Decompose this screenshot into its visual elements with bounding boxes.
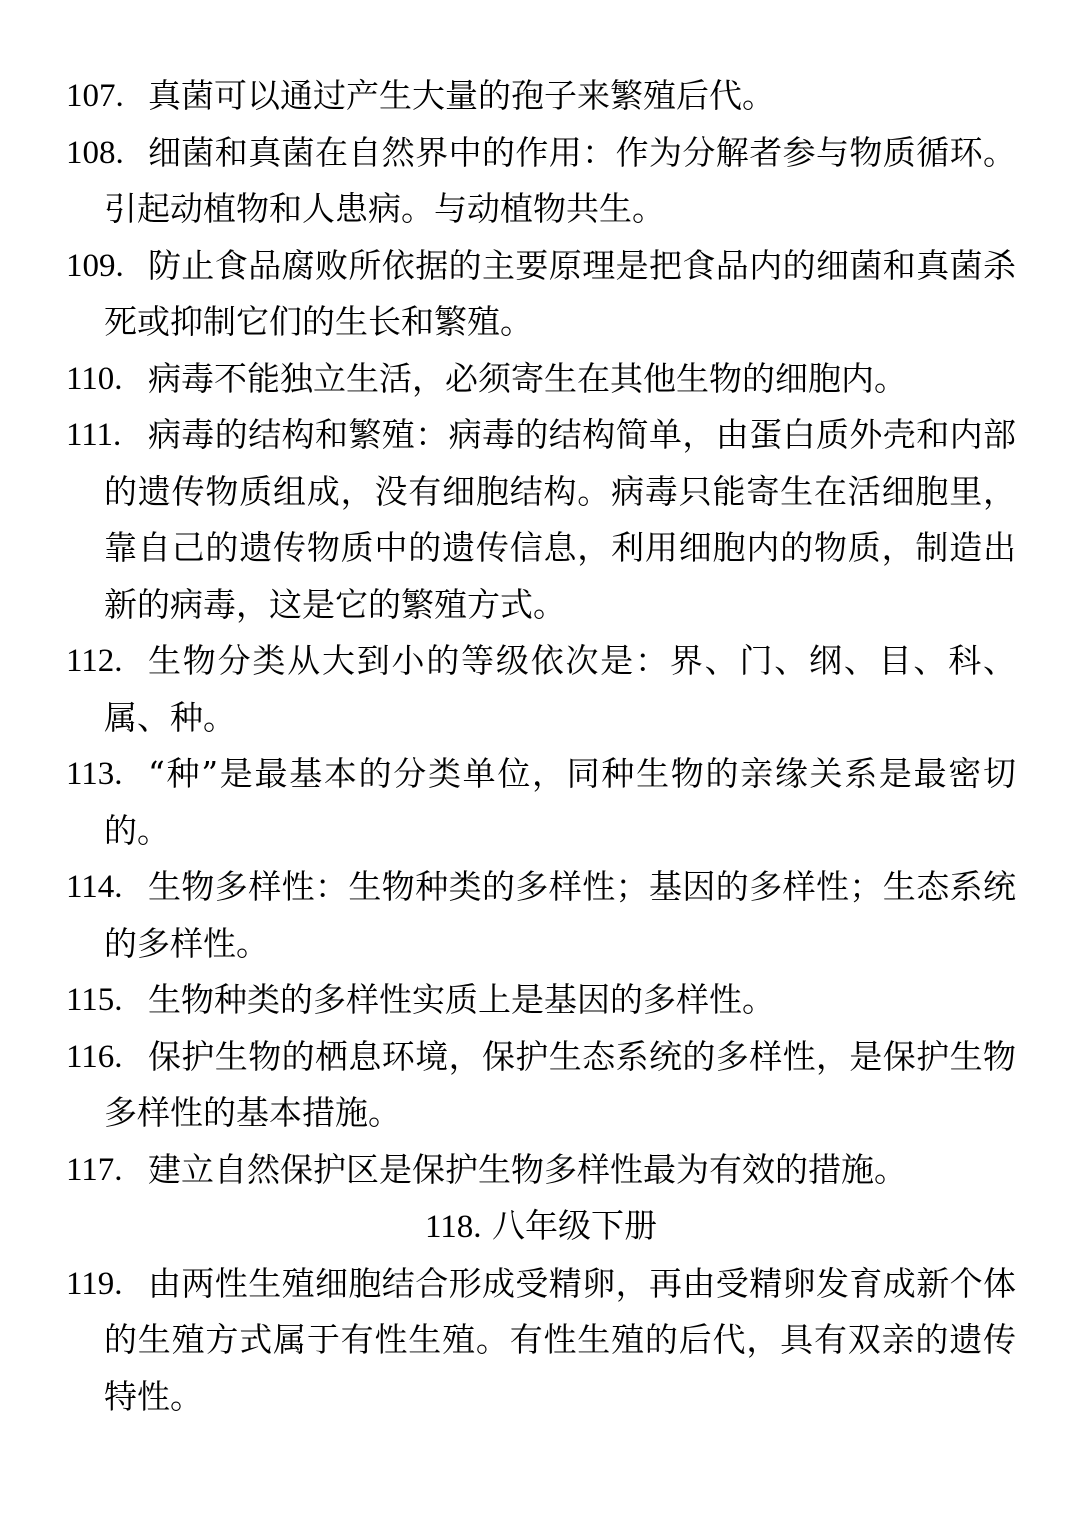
list-item: [66, 1029, 1016, 1142]
section-heading: [66, 1198, 1016, 1256]
item-number: 111.: [66, 417, 122, 453]
list-item: [66, 351, 1016, 408]
item-number: 114.: [66, 869, 123, 905]
list-item: [66, 407, 1016, 633]
list-item: [66, 125, 1016, 238]
item-number: 110.: [66, 360, 123, 397]
list-item: [66, 859, 1016, 972]
item-number: 107.: [66, 78, 124, 114]
item-text: 生物分类从大到小的等级依次是：界、门、纲、目、科、属、种。: [104, 641, 1016, 737]
section-heading-number: 118.: [424, 1209, 482, 1245]
item-number: 116.: [66, 1038, 123, 1075]
item-text: 防止食品腐败所依据的主要原理是把食品内的细菌和真菌杀死或抑制它们的生长和繁殖。: [104, 245, 1016, 341]
item-text: 细菌和真菌在自然界中的作用：作为分解者参与物质循环。引起动植物和人患病。与动植物共生。: [104, 132, 1016, 228]
item-text: 生物多样性：生物种类的多样性；基因的多样性；生态系统的多样性。: [104, 867, 1016, 963]
item-text: 病毒不能独立生活，必须寄生在其他生物的细胞内。: [148, 358, 907, 398]
list-item: [66, 238, 1016, 351]
item-number: 109.: [66, 247, 124, 284]
item-text: 建立自然保护区是保护生物多样性最为有效的措施。: [148, 1149, 907, 1189]
item-text: 保护生物的栖息环境，保护生态系统的多样性，是保护生物多样性的基本措施。: [104, 1036, 1016, 1132]
item-number: 113.: [66, 756, 123, 792]
item-number: 117.: [66, 1151, 123, 1188]
list-item: [66, 972, 1016, 1029]
list-item: [66, 746, 1016, 859]
item-text: 生物种类的多样性实质上是基因的多样性。: [148, 980, 775, 1019]
list-item: [66, 1142, 1016, 1199]
item-text: “种”是最基本的分类单位，同种生物的亲缘关系是最密切的。: [104, 754, 1016, 850]
item-text: 真菌可以通过产生大量的孢子来繁殖后代。: [148, 76, 775, 115]
item-number: 108.: [66, 134, 124, 171]
document-page: [66, 68, 1016, 1425]
list-item: [66, 68, 1016, 125]
item-text: 病毒的结构和繁殖：病毒的结构简单，由蛋白质外壳和内部的遗传物质组成，没有细胞结构。病毒只能寄生在活细胞里，靠自己的遗传物质中的遗传信息，利用细胞内的物质，制造出新的病毒，这是它的繁殖方式。: [104, 415, 1016, 624]
list-item: [66, 633, 1016, 746]
item-number: 115.: [66, 982, 123, 1018]
item-number: 112.: [66, 643, 123, 679]
section-heading-text: 八年级下册: [492, 1206, 658, 1245]
item-text: 由两性生殖细胞结合形成受精卵，再由受精卵发育成新个体的生殖方式属于有性生殖。有性生殖的后代，具有双亲的遗传特性。: [104, 1263, 1016, 1416]
list-item: [66, 1256, 1016, 1426]
item-number: 119.: [66, 1265, 123, 1302]
